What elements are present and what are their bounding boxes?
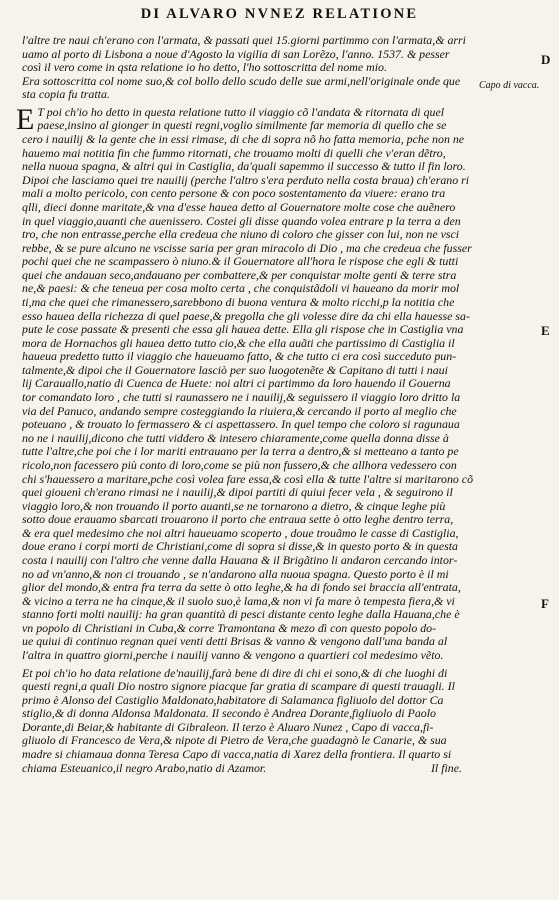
- text-line: quei giouenì ch'erano rimasi ne i nauilij,& dipoi partiti di quiui fecer vela , & seguirono il: [22, 486, 453, 500]
- text-line: tro, che non entrasse,perche ella credeua che niuno di coloro che gisser con lui, non ne vsci: [22, 228, 460, 242]
- text-line: l'altre tre naui ch'erano con l'armata, & passati quei 15.giorni partimmo con l'armata,& arri: [22, 34, 466, 47]
- text-line: costa i nauilij con l'altro che venne dalla Hauana & il Brigãtino li andaron cercando intor-: [22, 553, 458, 567]
- text-line: lij Carauallo,natio di Cuenca de Huete: noi altri ci partimmo da loro hauendo il Gouerna: [22, 377, 451, 391]
- paragraph-2: [16, 102, 532, 663]
- text-line: Era sottoscritta col nome suo,& col bollo dello scudo delle sue armi,nell'originale onde que: [22, 74, 461, 88]
- running-header: DI ALVARO NVNEZ RELATIONE: [140, 6, 419, 22]
- text-line: gliuolo di Francesco de Vera,& nipote di Pietro de Vera,che guadagnò le Canarie, & sua: [22, 734, 447, 748]
- text-line: primo è Alonso del Castiglio Maldonato,habitatore di Salamanca figliuolo del dottor Ca: [22, 693, 444, 707]
- text-line: talmente,& dipoi che il Gouernatore lasciò per suo luogotenẽte & Capitano di tutti i naui: [22, 363, 448, 377]
- text-line: Et poi ch'io ho data relatione de'nauilij,farà bene di dire di chi ei sono,& di che luoghi di: [22, 666, 448, 680]
- text-line: glior del mondo,& entra fra terra da sette ò otto leghe,& ha di fondo sei braccia all'entrata,: [22, 581, 461, 595]
- text-line: esso hauea della richezza di quel paese,& pregolla che gli volesse dire da chi ella hauesse sa-: [22, 309, 470, 323]
- text-line: questi regni,a quali Dio nostro signore piacque far gratia di scampare di questi trauagli. Il: [22, 680, 455, 694]
- text-line: hauemo mai notitia fin che fummo ritornati, che trouamo molti di quelli che v'eran dẽtro,: [22, 146, 446, 160]
- text-line: l'altra in quattro giorni,perche i nauilij vanno & vengono a quartieri col medesimo vẽto.: [22, 649, 444, 663]
- text-line: stanno forti molti nauilij: ha gran quantità di pesci distante cento leghe dalla Hauana,che è: [22, 608, 460, 622]
- text-line: pute le cose passate & presenti che essa gli hauea dette. Ella gli rispose che in Castiglia vna: [22, 323, 464, 337]
- final-line-text: chiama Esteuanico,il negro Arabo,natio di Azamor.: [22, 761, 267, 775]
- text-line: chi s'hauessero a maritare,pche così volea fare essa,& così ella & tutte l'altre si maritarono cõ: [22, 472, 474, 486]
- margin-letter-d: D: [541, 52, 551, 67]
- text-line: quei che andauan seco,andauano per combattere,& per conquistar molte genti & terre stra: [22, 268, 457, 282]
- finis: Il fine.: [430, 761, 462, 775]
- text-line: sotto doue erauamo sbarcati trouarono il porto che entraua sette ò otto leghe dentro terra,: [22, 513, 454, 527]
- text-line: qlli, dieci donne maritate,& vna d'esse hauea detto al Gouernatore molte cose che auẽnero: [22, 200, 456, 214]
- text-line: in quel viaggio,auanti che auenissero. Costei gli disse quando volea entrare p la terra a den: [22, 214, 461, 228]
- text-line: & era quel medesimo che noi altri haueuamo scoperto , doue trouãmo le casse di Castiglia,: [22, 526, 459, 540]
- text-line: paese,insino al gionger in questi regni,voglio similmente far memoria di quello che se: [37, 119, 447, 133]
- text-line: rebbe, & se pure alcuno ne vscisse saria per gran miracolo di Dio , ma che credeua che fusser: [22, 241, 472, 255]
- text-line: pochi quei che ne scampassero ò niuno.& il Gouernatore all'hora le rispose che egli & tutti: [22, 255, 459, 269]
- body-text: [16, 34, 532, 775]
- text-line: Dorante,di Beiar,& habitante di Gibraleon. Il terzo è Aluaro Nunez , Capo di vacca,fi-: [22, 720, 434, 734]
- text-line: madre si chiamaua donna Teresa Capo di vacca,natia di Xarez della frontiera. Il quarto si: [22, 748, 452, 762]
- margin-letter-e: E: [541, 323, 550, 338]
- text-line: così il vero come in qsta relatione io ho detto, l'ho sottoscritta del nome mio.: [22, 61, 387, 75]
- text-line: nella nuoua spagna, & altri qui in Castiglia, da'quali sapemmo il successo & tutto il fin loro.: [22, 160, 466, 174]
- text-line: uamo al porto di Lisbona a noue d'Agosto la vigilia di san Lorẽzo, l'anno. 1537. & pesser: [22, 47, 450, 61]
- text-line: haueua predetto tutto il viaggio che haueuamo fatto, & che tutto ci era così succeduto pun-: [22, 350, 457, 364]
- text-line: cero i nauilij & la gente che in essi rimase, di che di sopra nõ ho fatta memoria, pche non ne: [22, 133, 465, 147]
- text-line: viaggio loro,& non trouando il porto auanti,se ne tornarono a dietro, & cinque leghe più: [22, 499, 446, 513]
- text-line: sta copia fu tratta.: [22, 88, 110, 102]
- text-line: vn popolo di Christiani in Cuba,& corre Tramontana & mezo dì con questo popolo do-: [22, 621, 437, 635]
- margin-letter-f: F: [541, 596, 549, 611]
- final-line: [22, 762, 532, 776]
- text-line: poteuano , & trouato lo fermassero & ci aspettassero. In quel tempo che coloro si ragunaua: [22, 418, 460, 432]
- text-line: mali a molto pericolo, con cento persone & con poco sostentamento da viuere: erano tra: [22, 187, 446, 201]
- text-line: T poi ch'io ho detto in questa relatione tutto il viaggio cõ l'andata & ritornata di quel: [37, 105, 445, 119]
- text-line: no ne i nauilij,dicono che tutti viddero & intesero chiaramente,come quella donna disse à: [22, 431, 449, 445]
- text-line: ne,& paesi: & che teneua per cosa molto certa , che conquistãdoli vi haueano da morir mol: [22, 282, 460, 296]
- text-line: ricolo,non facessero più conto di loro,come se più non fussero,& che allhora vedessero con: [22, 458, 457, 472]
- text-line: stiglio,& di donna Aldonsa Maldonata. Il secondo è Andrea Dorante,figliuolo di Paolo: [22, 707, 436, 721]
- text-line: doue erano i corpi morti de Christiani,come di sopra si disse,& in questo porto & in questa: [22, 540, 458, 554]
- text-line: ue quiui di continuo regnan quei venti detti Brisas & vanno & vengono dall'una banda al: [22, 635, 448, 649]
- text-line: no ad vn'anno,& non ci trouando , se n'andarono alla nuoua spagna. Questo porto è il mi: [22, 567, 449, 581]
- paragraph-3: [22, 667, 532, 762]
- text-line: ti,ma che quei che rimanessero,sarebbono di buona ventura & molto ricchi,p la notitia che: [22, 295, 455, 309]
- text-line: mora de Hornachos gli hauea detto tutto cio,& che ella auãti che partissimo di Castiglia il: [22, 336, 455, 350]
- drop-cap: E: [16, 102, 35, 136]
- text-line: via del Panuco, andando sempre costeggiando la riuiera,& cercando il porto al meglio che: [22, 404, 457, 418]
- text-line: Dipoi che lasciamo quei tre nauilij (perche l'altro s'era perduto nella costa braua) ch'erano ri: [22, 173, 470, 187]
- margin-note: Capo di vacca.: [479, 80, 540, 91]
- text-line: tor comandato loro , che tutti si raunassero ne i nauilij,& seguissero il viaggio loro dritto la: [22, 391, 461, 405]
- text-line: & vicino a terra ne ha cinque,& il suolo suo,è lama,& non vi fa mare ò tempesta fiera,& vi: [22, 594, 455, 608]
- text-line: tutte l'altre,che poi che i lor mariti entrauano per la terra a dentro,& si metteano a tanto pe: [22, 445, 459, 459]
- paragraph-1: [22, 34, 532, 102]
